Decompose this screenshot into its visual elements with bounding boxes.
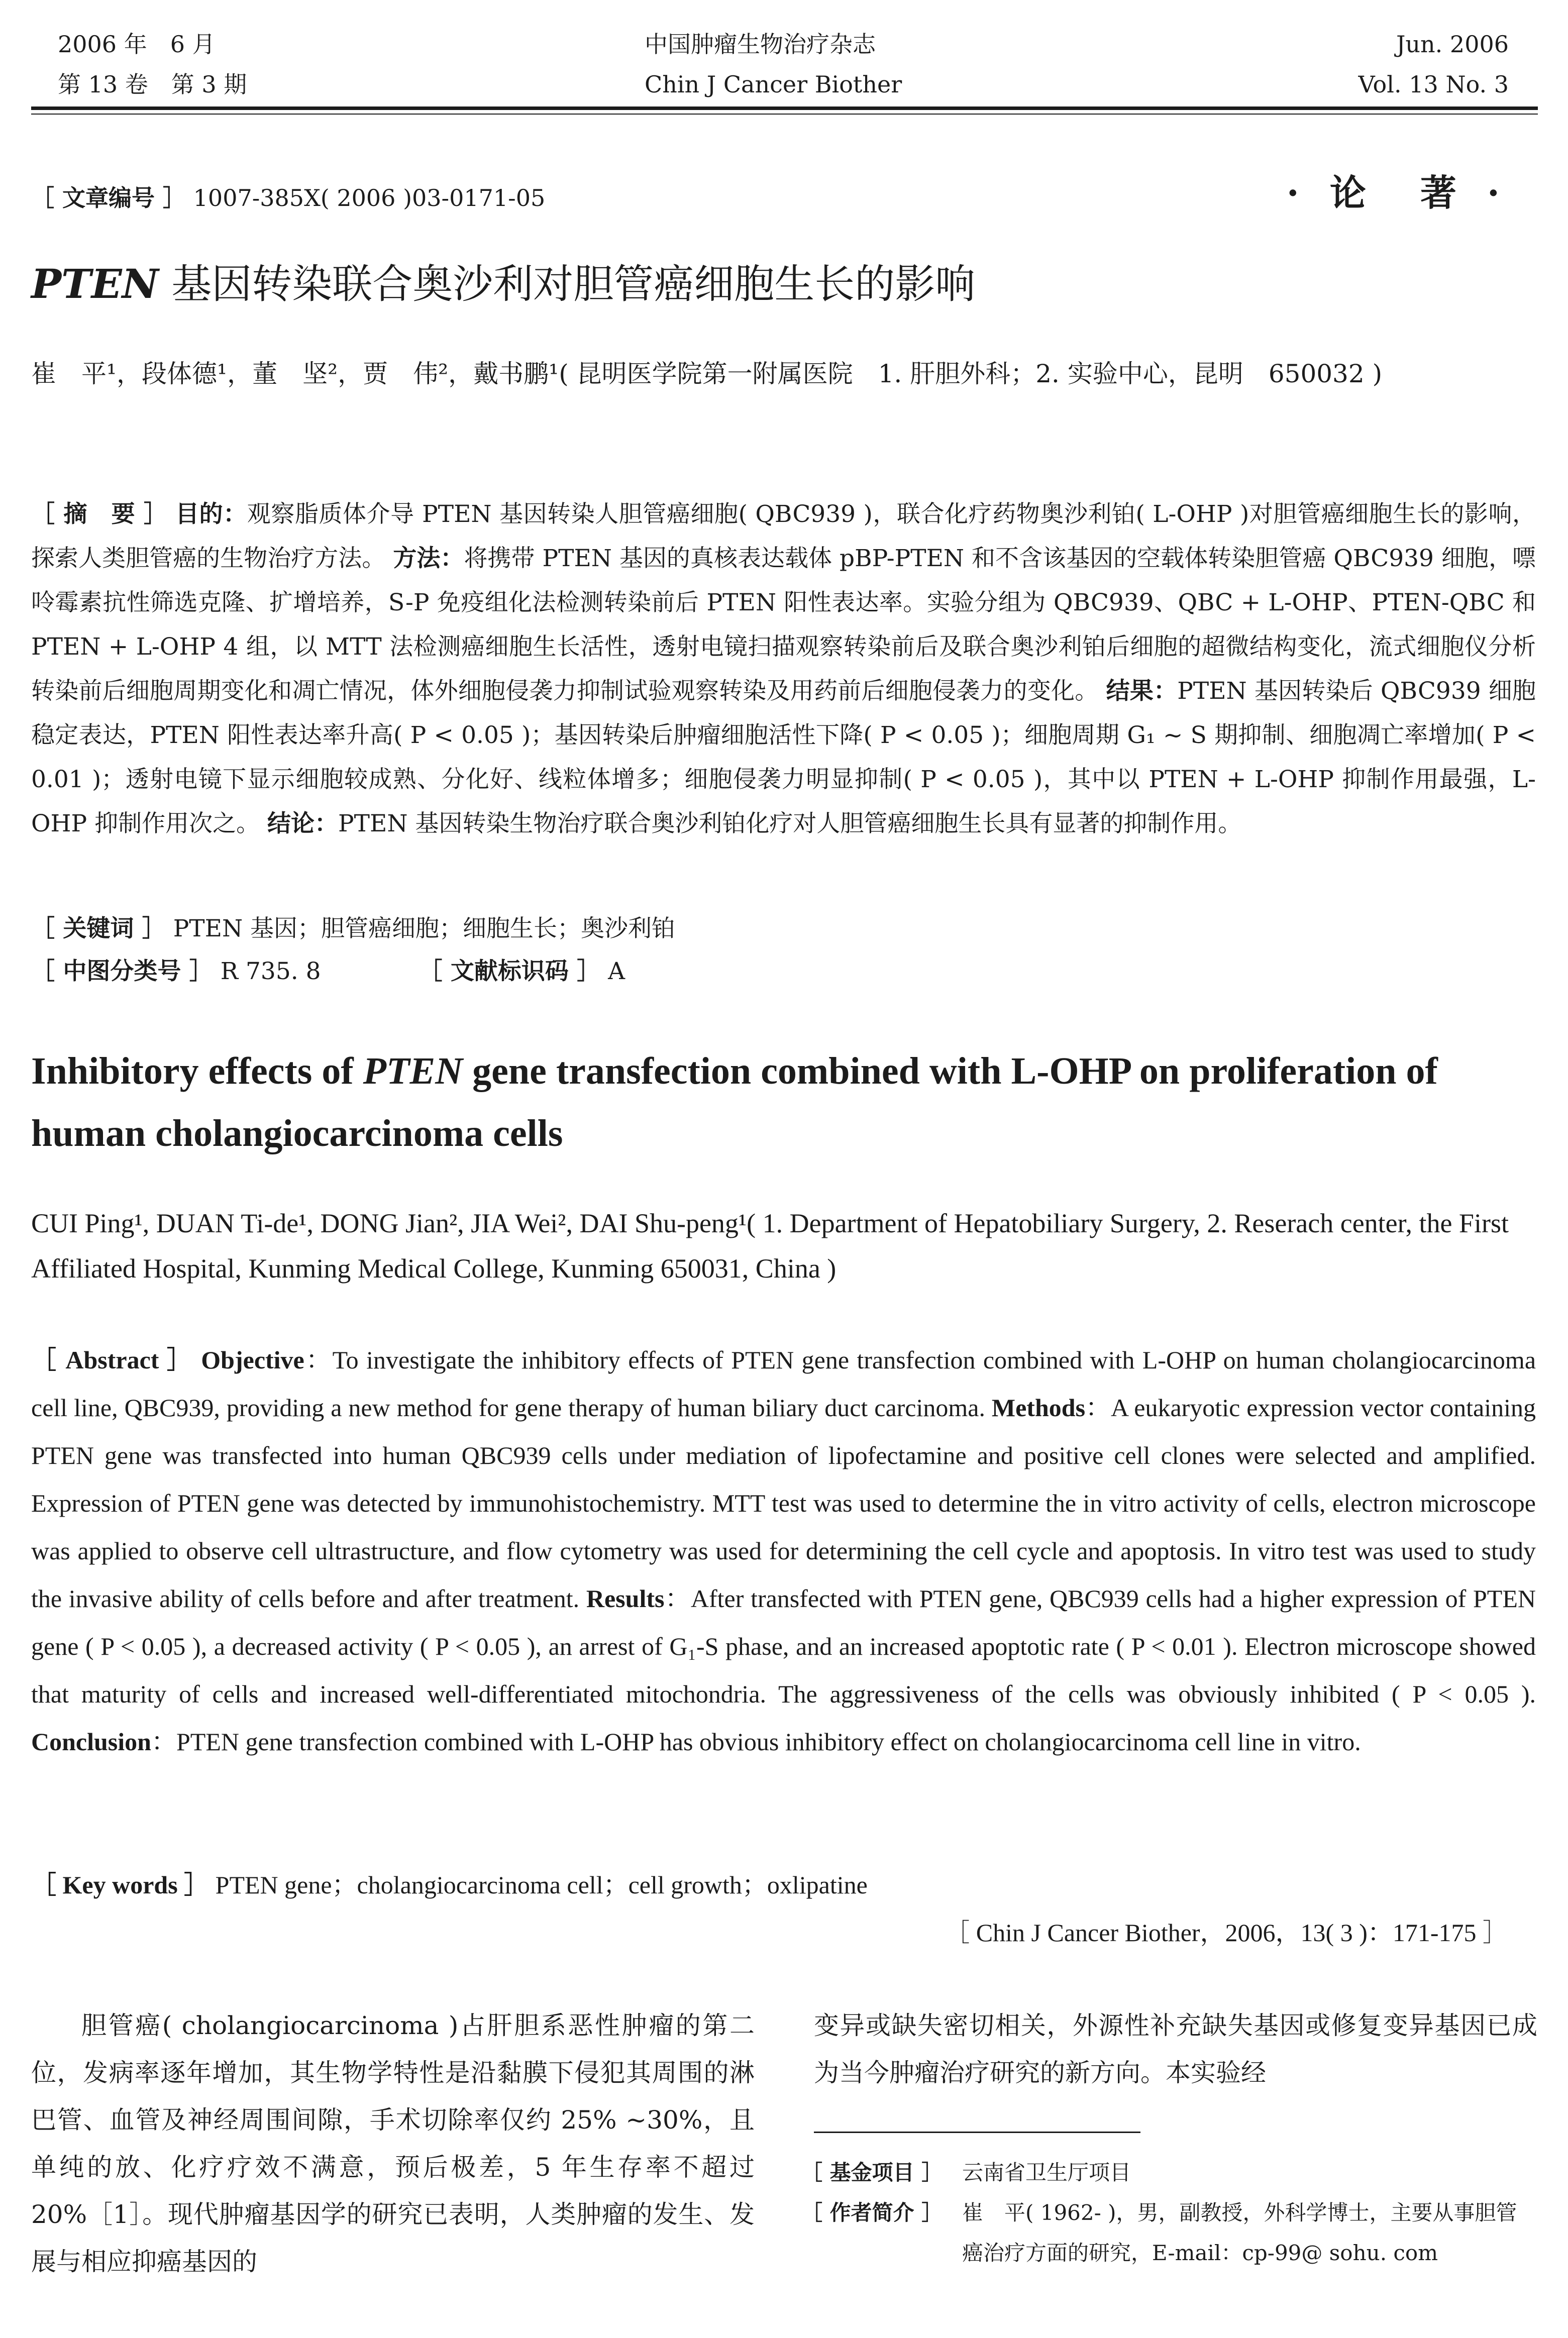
volume-issue-cn: 第 13 卷 第 3 期	[58, 71, 247, 98]
english-keywords	[31, 1861, 868, 1909]
english-conclusion-text: ：PTEN gene transfection combined with L-OHP has obvious inhibitory effect on cholangiocarcinoma cell line in vitro.	[151, 1728, 1361, 1756]
header-left	[58, 24, 247, 104]
chinese-results-label: 结果：	[1106, 677, 1178, 705]
chinese-methods-text: 将携带 PTEN 基因的真核表达载体 pBP-PTEN 和不含该基因的空载体转染胆管癌 QBC939 细胞，嘌呤霉素抗性筛选克隆、扩增培养，S-P 免疫组化法检测转染前后 PTEN 阳性表达率。实验分组为 QBC939、QBC + L-OHP、PTEN-QBC 和 PTEN + L-OHP 4 组，以 MTT 法检测癌细胞生长活性，透射电镜扫描观察转染前后及联合奥沙利铂后细胞的超微结构变化，流式细胞仪分析转染前后细胞周期变化和凋亡情况，体外细胞侵袭力抑制试验观察转染及用药前后细胞侵袭力的变化。	[31, 545, 1536, 705]
english-title-part2: gene transfection combined with L-OHP on proliferation of human cholangiocarcinoma cells	[31, 1050, 1438, 1154]
body-text-right-column: 变异或缺失密切相关，外源性补充缺失基因或修复变异基因已成为当今肿瘤治疗研究的新方向。本实验经	[814, 2011, 1537, 2087]
english-abstract	[31, 1336, 1536, 1766]
author-bio-label: ［ 作者简介 ］	[801, 2200, 943, 2225]
chinese-results-text: PTEN 基因转染后 QBC939 细胞稳定表达，PTEN 阳性表达率升高( P < 0.05 )；基因转染后肿瘤细胞活性下降( P < 0.05 )；细胞周期 G₁ ~ S 期抑制、细胞凋亡率增加( P < 0.01 )；透射电镜下显示细胞较成熟、分化好、线粒体增多；细胞侵袭力明显抑制( P < 0.05 )，其中以 PTEN + L-OHP 抑制作用最强，L-OHP 抑制作用次之。	[31, 677, 1536, 837]
header-center	[645, 24, 902, 104]
fund-footnote	[801, 2153, 1537, 2193]
body-text-left-column: 胆管癌( cholangiocarcinoma )占肝胆系恶性肿瘤的第二位，发病率逐年增加，其生物学特性是沿黏膜下侵犯其周围的淋巴管、血管及神经周围间隙，手术切除率仅约 25% ~30%，且单纯的放、化疗疗效不满意，预后极差，5 年生存率不超过 20%［1］。现代肿瘤基因学的研究已表明，人类肿瘤的发生、发展与相应抑癌基因的	[31, 2011, 755, 2276]
english-conclusion-label: Conclusion	[31, 1728, 151, 1756]
english-keywords-label: ［ Key words ］	[31, 1871, 210, 1899]
document-code-label: ［ 文献标识码 ］	[419, 958, 601, 985]
chinese-keywords	[31, 907, 675, 951]
volume-issue-en: Vol. 13 No. 3	[1358, 71, 1509, 98]
footnotes	[801, 2153, 1537, 2273]
chinese-conclusion-text: PTEN 基因转染生物治疗联合奥沙利铂化疗对人胆管癌细胞生长具有显著的抑制作用。	[338, 810, 1242, 837]
chinese-methods-label: 方法：	[393, 545, 464, 572]
issue-date-cn: 2006 年 6 月	[58, 31, 216, 58]
chinese-keywords-label: ［ 关键词 ］	[31, 915, 166, 942]
english-title-part1: Inhibitory effects of	[31, 1050, 363, 1092]
issue-date-en: Jun. 2006	[1396, 31, 1509, 58]
chinese-title-text: 基因转染联合奥沙利对胆管癌细胞生长的影响	[158, 261, 976, 307]
header-right	[1358, 24, 1509, 104]
chinese-abstract	[31, 492, 1536, 846]
fund-value: 云南省卫生厅项目	[962, 2160, 1131, 2185]
document-code-value: A	[608, 958, 625, 985]
english-abstract-label: ［ Abstract ］	[31, 1346, 193, 1374]
section-tag: · 论 著 ·	[1286, 171, 1509, 214]
journal-name-cn: 中国肿瘤生物治疗杂志	[645, 31, 876, 58]
chinese-objective-label: 目的：	[175, 500, 247, 528]
english-title	[31, 1040, 1536, 1164]
classification-line	[31, 949, 625, 994]
english-objective-text: ：To investigate the inhibitory effects of PTEN gene transfection combined with L-OHP on human cholangiocarcinoma cell line, QBC939, providing a new method for gene therapy of human biliary duct carcinoma.	[31, 1346, 1536, 1422]
fund-label: ［ 基金项目 ］	[801, 2160, 943, 2185]
author-bio-footnote	[801, 2193, 1537, 2273]
english-objective-label: Objective	[201, 1346, 304, 1374]
footnote-rule	[814, 2132, 1140, 2133]
chinese-authors: 崔 平¹，段体德¹，董 坚²，贾 伟²，戴书鹏¹( 昆明医学院第一附属医院 1. 肝胆外科；2. 实验中心，昆明 650032 )	[31, 359, 1383, 388]
english-results-text: ：After transfected with PTEN gene, QBC939 cells had a higher expression of PTEN gene ( P < 0.05 ), a decreased activity ( P < 0.05 ), an arrest of G₁-S phase, and an increased apoptotic rate ( P < 0.01 ). Electron microscope showed that maturity of cells and increased well-differentiated mitochondria. The aggressiveness of the cells was obviously inhibited ( P < 0.05 ).	[31, 1584, 1536, 1708]
english-results-label: Results	[586, 1584, 665, 1613]
english-methods-text: ：A eukaryotic expression vector containing PTEN gene was transfected into human QBC939 cells under mediation of lipofectamine and positive cell clones were selected and amplified. Expression of PTEN gene was detected by immunohistochemistry. MTT test was used to determine the in vitro activity of cells, electron microscope was applied to observe cell ultrastructure, and flow cytometry was used for determining the cell cycle and apoptosis. In vitro test was used to study the invasive ability of cells before and after treatment.	[31, 1394, 1536, 1613]
journal-name-en: Chin J Cancer Biother	[645, 71, 902, 98]
chinese-conclusion-label: 结论：	[267, 810, 339, 837]
english-methods-label: Methods	[991, 1394, 1086, 1422]
english-title-gene: PTEN	[363, 1050, 463, 1092]
article-number	[31, 181, 545, 216]
classification-value: R 735. 8	[220, 958, 321, 985]
chinese-title-gene: PTEN	[31, 260, 159, 307]
english-keywords-value: PTEN gene；cholangiocarcinoma cell；cell growth；oxlipatine	[215, 1871, 868, 1899]
chinese-objective-text: 观察脂质体介导 PTEN 基因转染人胆管癌细胞( QBC939 )，联合化疗药物奥沙利铂( L-OHP )对胆管癌细胞生长的影响，探索人类胆管癌的生物治疗方法。	[31, 500, 1536, 572]
article-number-value: 1007-385X( 2006 )03-0171-05	[193, 184, 546, 211]
chinese-title	[31, 254, 975, 314]
chinese-abstract-label: ［ 摘 要 ］	[31, 500, 168, 528]
author-bio-value: 崔 平( 1962- )，男，副教授，外科学博士，主要从事胆管癌治疗方面的研究，E-mail：cp-99@ sohu. com	[962, 2200, 1517, 2265]
chinese-keywords-value: PTEN 基因；胆管癌细胞；细胞生长；奥沙利铂	[173, 915, 676, 942]
header-rule-thick	[31, 107, 1538, 110]
english-authors: CUI Ping¹, DUAN Ti-de¹, DONG Jian², JIA Wei², DAI Shu-peng¹( 1. Department of Hepatobiliary Surgery, 2. Reserach center, the First Affiliated Hospital, Kunming Medical College, Kunming 650031, China )	[31, 1208, 1509, 1284]
article-number-label: ［ 文章编号 ］	[31, 184, 186, 211]
header-rule-thin	[31, 114, 1538, 115]
classification-label: ［ 中图分类号 ］	[31, 958, 213, 985]
citation: ［ Chin J Cancer Biother，2006，13( 3 )：171-175 ］	[945, 1919, 1508, 1947]
